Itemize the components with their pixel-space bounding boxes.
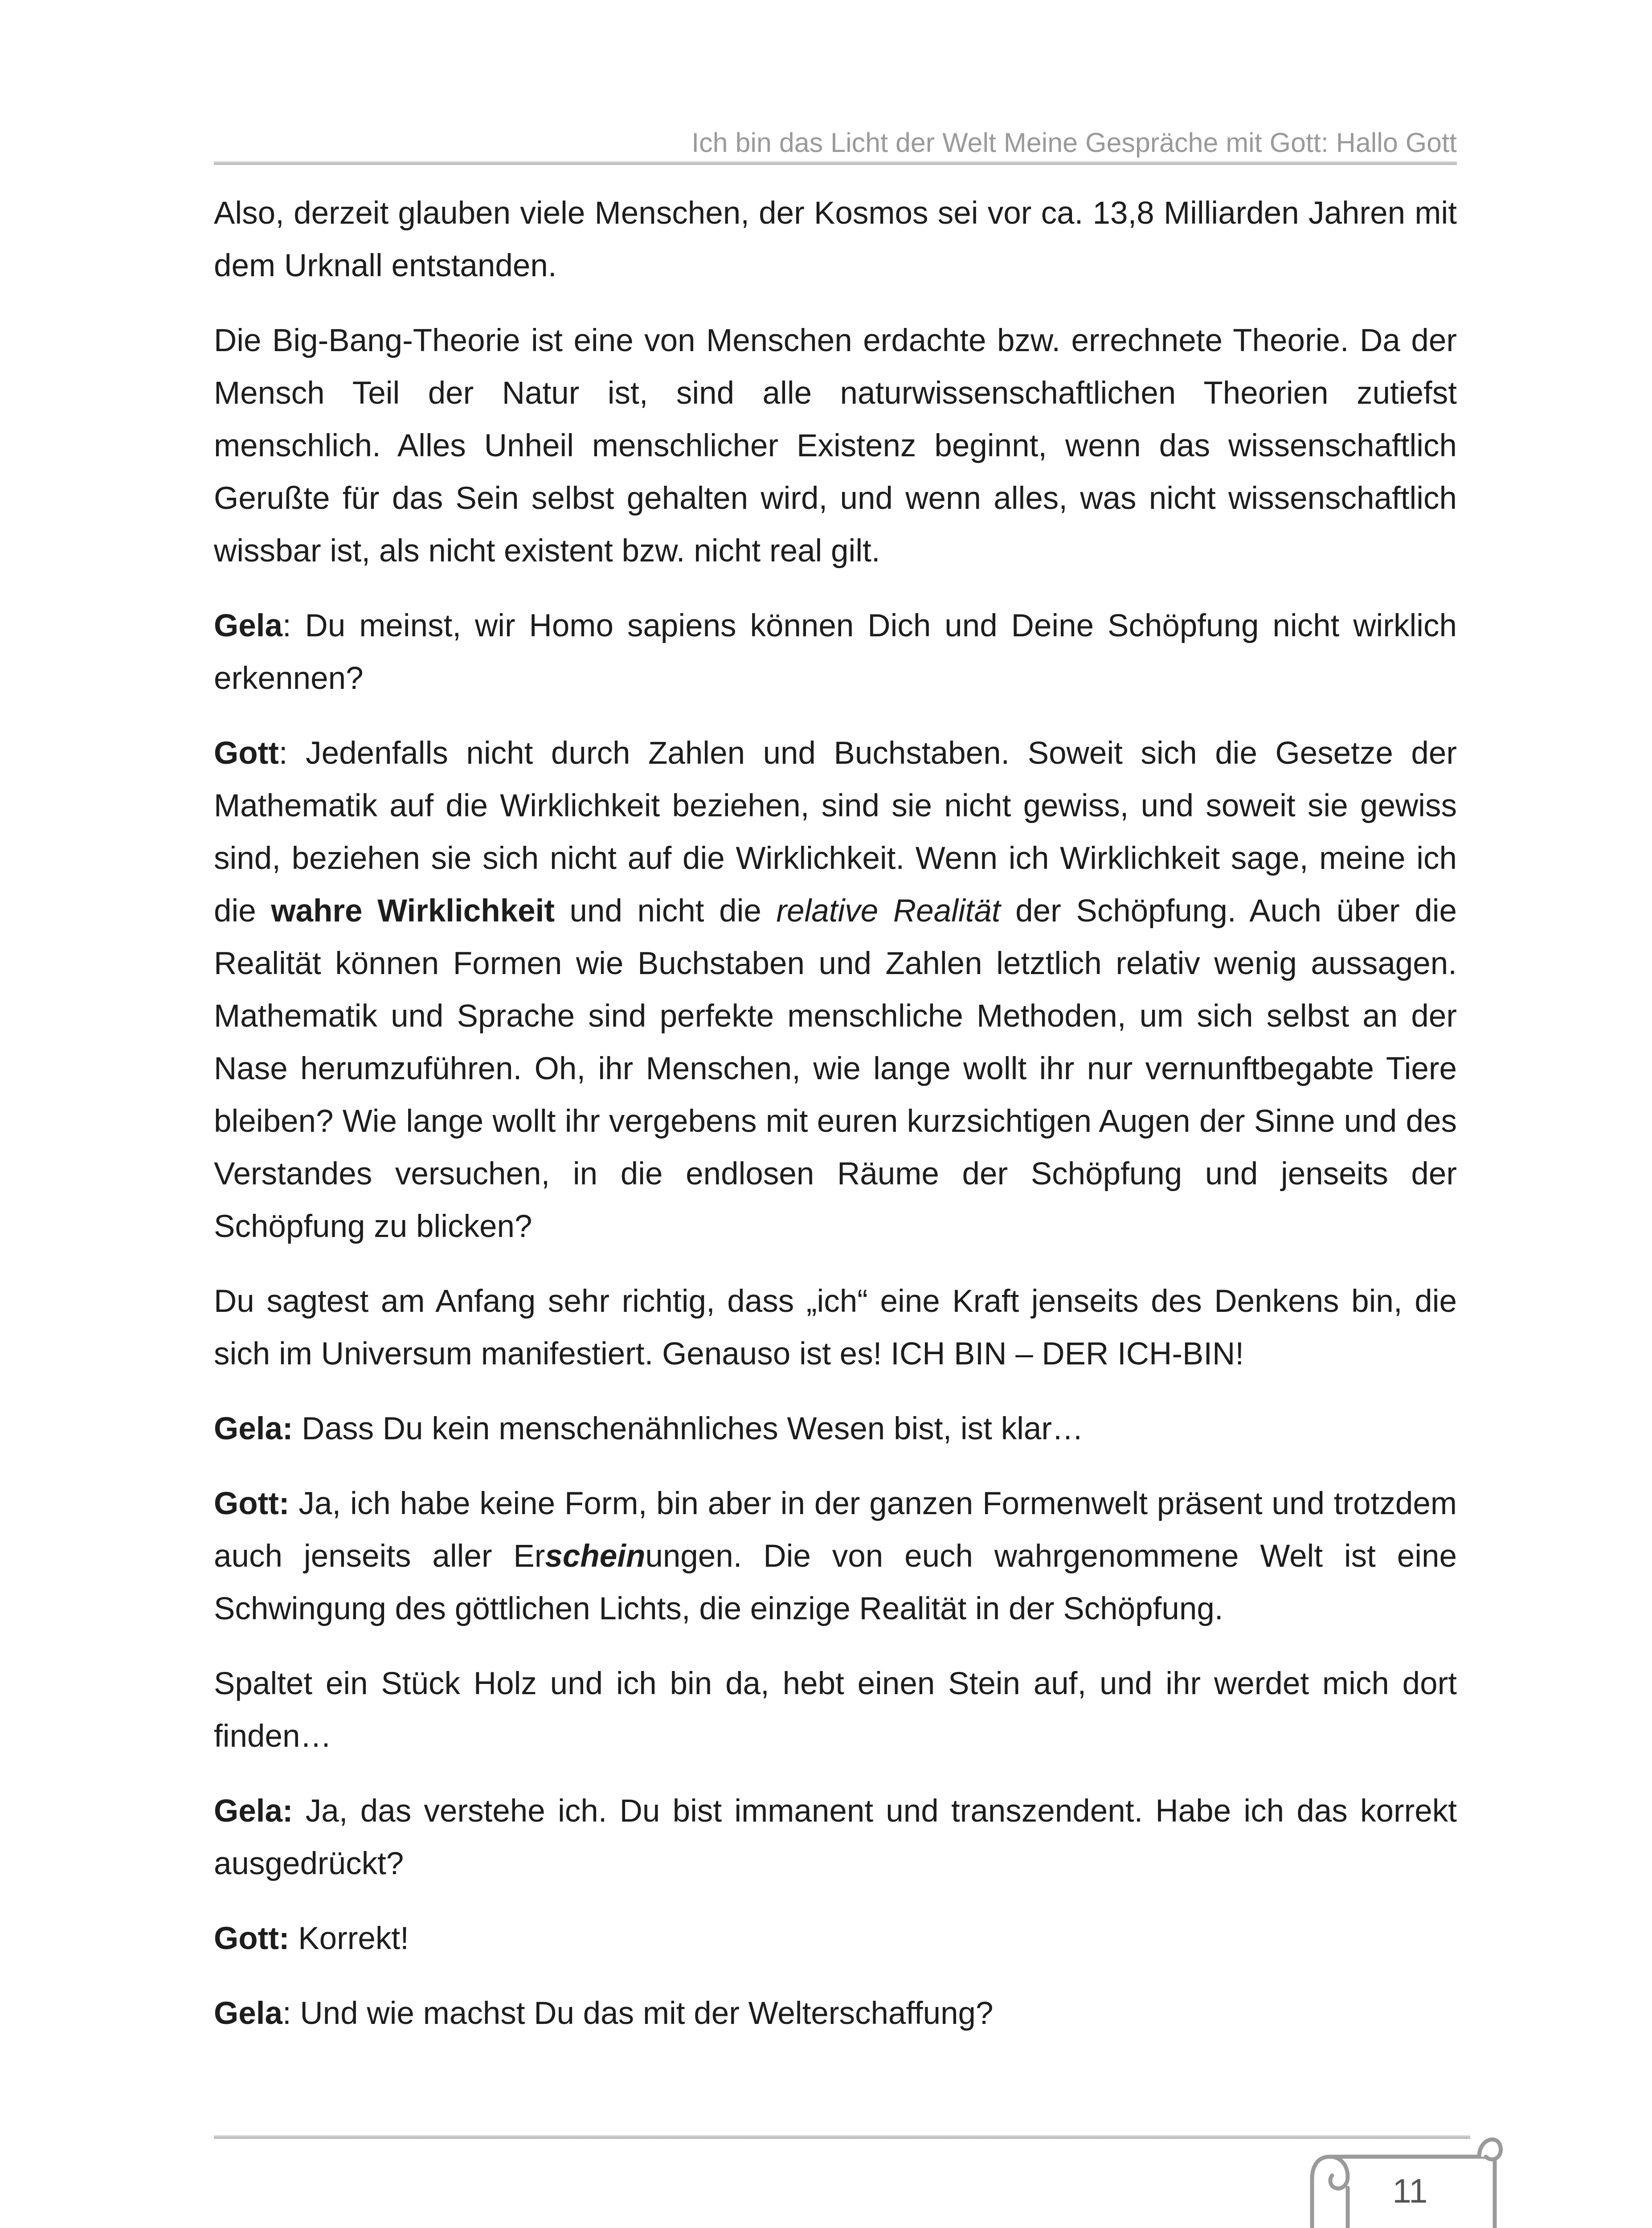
- paragraph-4: [214, 727, 1457, 1253]
- dialogue-text: Korrekt!: [289, 1921, 409, 1956]
- paragraph-9: [214, 1785, 1457, 1890]
- dialogue-text: Ja, ich habe keine Form, bin aber in der ganzen Formenwelt präsent und trotzdem auch jenseits aller Er: [214, 1486, 1457, 1574]
- emphasis-italic: relative Realität: [776, 893, 1001, 929]
- dialogue-text: der Schöpfung. Auch über die Realität können Formen wie Buchstaben und Zahlen letztlich relativ wenig aussagen. Mathematik und Sprache sind perfekte menschliche Methoden, um sich selbst an der Nase herumzuführen. Oh, ihr Menschen, wie lange wollt ihr nur vernunftbegabte Tiere bleiben? Wie lange wollt ihr vergebens mit euren kurzsichtigen Augen der Sinne und des Verstandes versuchen, in die endlosen Räume der Schöpfung und jenseits der Schöpfung zu blicken?: [214, 893, 1457, 1244]
- page-number: 11: [1392, 2172, 1428, 2210]
- dialogue-text: Dass Du kein menschenähnliches Wesen bist, ist klar…: [293, 1411, 1084, 1446]
- speaker-label: Gela: [214, 608, 282, 643]
- paragraph-1: Also, derzeit glauben viele Menschen, der Kosmos sei vor ca. 13,8 Milliarden Jahren mit dem Urknall entstanden.: [214, 196, 1457, 283]
- speaker-label: Gela:: [214, 1794, 293, 1829]
- page-body: [214, 187, 1457, 2062]
- dialogue-text: Ja, das verstehe ich. Du bist immanent und transzendent. Habe ich das korrekt ausgedrückt?: [214, 1794, 1457, 1881]
- running-header: Ich bin das Licht der Welt Meine Gespräche mit Gott: Hallo Gott: [691, 127, 1457, 158]
- header-rule: [214, 161, 1457, 165]
- speaker-label: Gela:: [214, 1411, 293, 1446]
- speaker-label: Gela: [214, 1996, 282, 2031]
- dialogue-text: : Jedenfalls nicht durch Zahlen und Buchstaben. Soweit sich die Gesetze der Mathematik auf die Wirklichkeit beziehen, sind sie nicht gewiss, und soweit sie gewiss sind, beziehen sie sich nicht auf die Wirklichkeit. Wenn ich Wirklichkeit sage, meine ich die: [214, 736, 1457, 929]
- emphasis-bold-italic: schein: [545, 1539, 646, 1574]
- dialogue-text: und nicht die: [554, 893, 777, 929]
- speaker-label: Gott:: [214, 1486, 290, 1521]
- dialogue-text: : Du meinst, wir Homo sapiens können Dich und Deine Schöpfung nicht wirklich erkennen?: [214, 608, 1457, 696]
- speaker-label: Gott:: [214, 1921, 290, 1956]
- emphasis-bold: wahre Wirklichkeit: [271, 893, 555, 929]
- speaker-label: Gott: [214, 736, 279, 771]
- paragraph-6: [214, 1403, 1457, 1455]
- dialogue-text: : Und wie machst Du das mit der Welterschaffung?: [282, 1996, 994, 2031]
- paragraph-2: Die Big-Bang-Theorie ist eine von Menschen erdachte bzw. errechnete Theorie. Da der Mensch Teil der Natur ist, sind alle naturwissenschaftlichen Theorien zutiefst menschlich. Alles Unheil menschlicher Existenz beginnt, wenn das wissenschaftlich Gerußte für das Sein selbst gehalten wird, und wenn alles, was nicht wissenschaftlich wissbar ist, als nicht existent bzw. nicht real gilt.: [214, 323, 1457, 569]
- paragraph-8: Spaltet ein Stück Holz und ich bin da, hebt einen Stein auf, und ihr werdet mich dort finden…: [214, 1666, 1457, 1754]
- dialogue-text: ungen. Die von euch wahrgenommene Welt ist eine Schwingung des göttlichen Lichts, die einzige Realität in der Schöpfung.: [214, 1539, 1457, 1626]
- paragraph-5: Du sagtest am Anfang sehr richtig, dass „ich“ eine Kraft jenseits des Denkens bin, die sich im Universum manifestiert. Genauso ist es! ICH BIN – DER ICH-BIN!: [214, 1284, 1457, 1372]
- paragraph-11: [214, 1987, 1457, 2040]
- footer-rule: [214, 2135, 1470, 2139]
- paragraph-10: [214, 1913, 1457, 1965]
- paragraph-7: [214, 1478, 1457, 1635]
- paragraph-3: [214, 600, 1457, 705]
